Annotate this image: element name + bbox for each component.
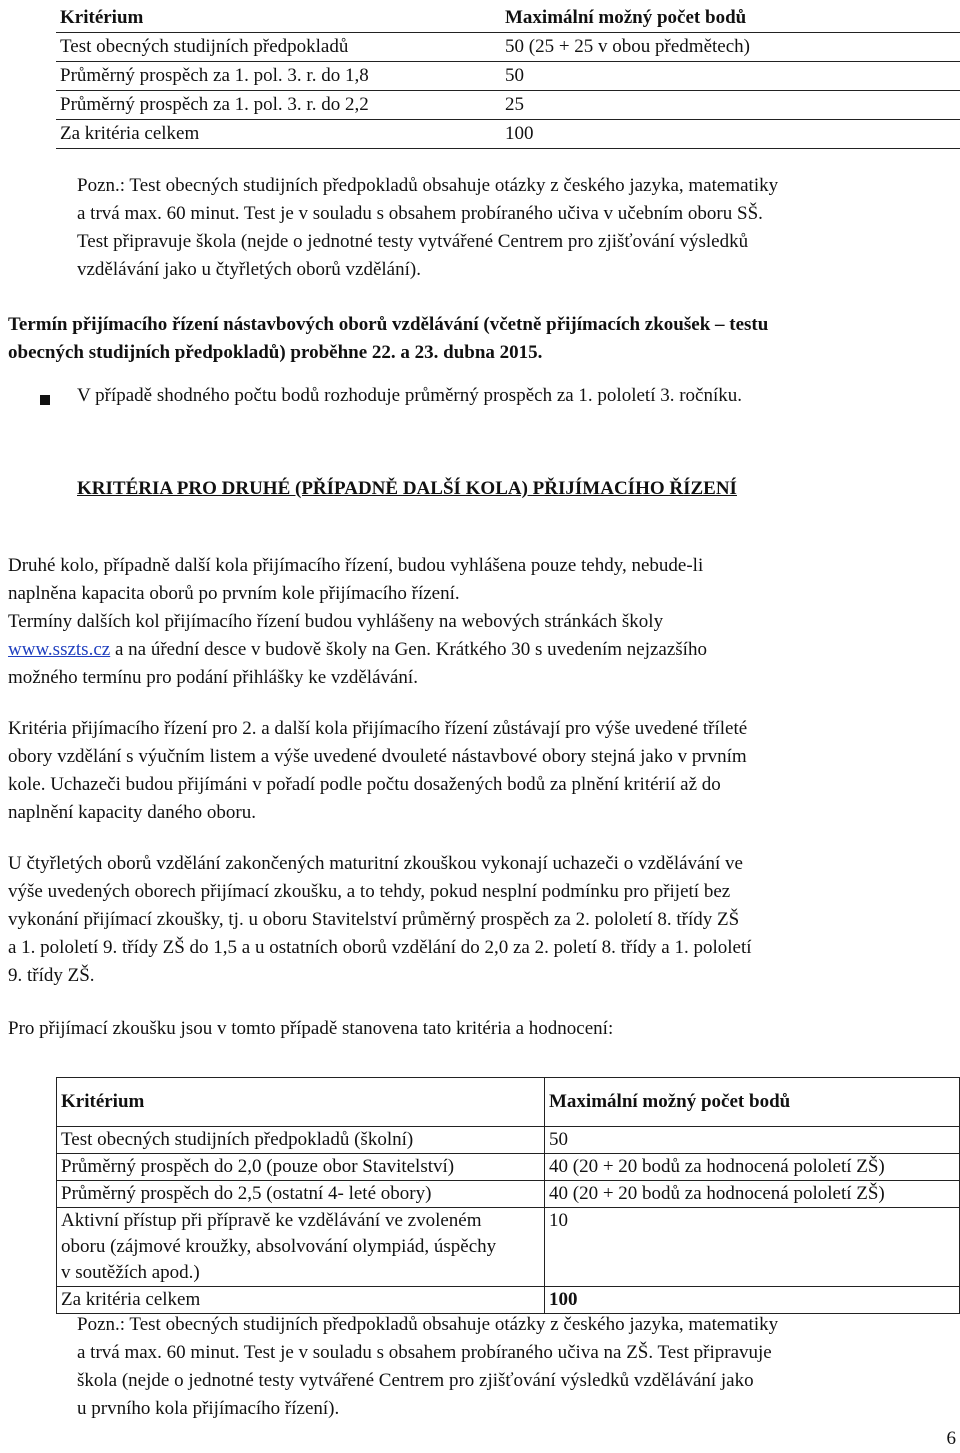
table-cell: 50 (25 + 25 v obou předmětech) [501, 33, 960, 62]
admission-date-paragraph [8, 311, 958, 367]
text-line: 9. třídy ZŠ. [8, 965, 95, 986]
table-row [57, 1181, 960, 1208]
paragraph-second-round [8, 552, 958, 692]
text-line: Kritéria přijímacího řízení pro 2. a další kola přijímacího řízení zůstávají pro výše uvedené tříleté [8, 718, 748, 739]
table-cell: 25 [501, 91, 960, 120]
page-number: 6 [946, 1428, 956, 1449]
table-cell: 50 [501, 62, 960, 91]
table-header-row [56, 4, 960, 33]
paragraph-exam-criteria-intro: Pro přijímací zkoušku jsou v tomto případě stanovena tato kritéria a hodnocení: [8, 1018, 614, 1039]
table-header-cell: Kritérium [56, 4, 501, 33]
text-line: a trvá max. 60 minut. Test je v souladu s obsahem probíraného učiva v učebním oboru SŠ. [77, 203, 763, 224]
text-line: Druhé kolo, případně další kola přijímacího řízení, budou vyhlášena pouze tehdy, nebude-li [8, 555, 704, 576]
text-line: Termín přijímacího řízení nástavbových oborů vzdělávání (včetně přijímacích zkoušek – testu [8, 314, 769, 335]
text-line: U čtyřletých oborů vzdělání zakončených maturitní zkouškou vykonají uchazeči o vzdělávání ve [8, 853, 743, 874]
text-line: naplnění kapacity daného oboru. [8, 802, 256, 823]
section-heading: KRITÉRIA PRO DRUHÉ (PŘÍPADNĚ DALŠÍ KOLA) PŘIJÍMACÍHO ŘÍZENÍ [77, 478, 737, 499]
table-cell: Za kritéria celkem [56, 120, 501, 149]
table-cell: 100 [501, 120, 960, 149]
text-line [8, 636, 958, 664]
text-line: vykonání přijímací zkoušky, tj. u oboru Stavitelství průměrný prospěch za 2. pololetí 8. třídy ZŠ [8, 909, 740, 930]
text-line: Pozn.: Test obecných studijních předpokladů obsahuje otázky z českého jazyka, matematiky [77, 175, 779, 196]
table-header-cell: Kritérium [57, 1078, 545, 1127]
text-line: Pozn.: Test obecných studijních předpokladů obsahuje otázky z českého jazyka, matematiky [77, 1314, 779, 1335]
table-row [57, 1208, 960, 1287]
table-row [57, 1154, 960, 1181]
criteria-table-2 [56, 1077, 960, 1314]
table-row [56, 120, 960, 149]
table-row [56, 91, 960, 120]
table-total-row [57, 1287, 960, 1314]
table-row [57, 1127, 960, 1154]
table-header-cell: Maximální možný počet bodů [501, 4, 960, 33]
bullet-square-icon [40, 389, 50, 411]
paragraph-criteria-further-rounds [8, 715, 958, 827]
table-cell: 100 [545, 1287, 960, 1314]
table-header-cell: Maximální možný počet bodů [545, 1078, 960, 1127]
text-span: a na úřední desce v budově školy na Gen. Krátkého 30 s uvedením nejzazšího [110, 639, 707, 660]
text-line: naplněna kapacita oborů po prvním kole přijímacího řízení. [8, 583, 460, 604]
table-cell: Průměrný prospěch za 1. pol. 3. r. do 2,2 [56, 91, 501, 120]
table-cell: Test obecných studijních předpokladů [56, 33, 501, 62]
bullet-text: V případě shodného počtu bodů rozhoduje průměrný prospěch za 1. pololetí 3. ročníku. [77, 385, 743, 406]
table-row [56, 62, 960, 91]
text-line: vzdělávání jako u čtyřletých oborů vzdělání). [77, 259, 421, 280]
text-line: možného termínu pro podání přihlášky ke vzdělávání. [8, 667, 418, 688]
table-cell: 40 (20 + 20 bodů za hodnocená pololetí ZŠ) [545, 1154, 960, 1181]
text-line: obory vzdělání s výučním listem a výše uvedené dvouleté nástavbové obory stejná jako v prvním [8, 746, 747, 767]
text-line: škola (nejde o jednotné testy vytvářené Centrem pro zjišťování výsledků vzdělávání jako [77, 1370, 754, 1391]
table-cell: Za kritéria celkem [57, 1287, 545, 1314]
paragraph-four-year-programs [8, 850, 958, 990]
table-cell: Test obecných studijních předpokladů (školní) [57, 1127, 545, 1154]
note-1 [77, 172, 957, 284]
table-cell: Průměrný prospěch do 2,5 (ostatní 4- leté obory) [57, 1181, 545, 1208]
text-line: u prvního kola přijímacího řízení). [77, 1398, 340, 1419]
table-cell: 10 [545, 1208, 960, 1287]
text-line: kole. Uchazeči budou přijímáni v pořadí podle počtu dosažených bodů za plnění kritérií až do [8, 774, 721, 795]
note-2 [77, 1311, 957, 1423]
text-line: Test připravuje škola (nejde o jednotné testy vytvářené Centrem pro zjišťování výsledků [77, 231, 749, 252]
text-line: obecných studijních předpokladů) proběhne 22. a 23. dubna 2015. [8, 342, 543, 363]
text-line: a trvá max. 60 minut. Test je v souladu s obsahem probíraného učiva na ZŠ. Test připravuje [77, 1342, 772, 1363]
text-line: Termíny dalších kol přijímacího řízení budou vyhlášeny na webových stránkách školy [8, 611, 664, 632]
table-cell: 40 (20 + 20 bodů za hodnocená pololetí ZŠ) [545, 1181, 960, 1208]
table-cell: Průměrný prospěch za 1. pol. 3. r. do 1,8 [56, 62, 501, 91]
table-cell: Aktivní přístup při přípravě ke vzdělávání ve zvoleném oboru (zájmové kroužky, absolvování olympiád, úspěchy v soutěžích apod.) [57, 1208, 545, 1287]
school-website-link[interactable]: www.sszts.cz [8, 639, 111, 660]
table-cell: 50 [545, 1127, 960, 1154]
criteria-table-1 [56, 4, 960, 149]
table-cell: Průměrný prospěch do 2,0 (pouze obor Stavitelství) [57, 1154, 545, 1181]
table-row [56, 33, 960, 62]
text-line: výše uvedených oborech přijímací zkoušku, a to tehdy, pokud nesplní podmínku pro přijetí bez [8, 881, 731, 902]
text-line: a 1. pololetí 9. třídy ZŠ do 1,5 a u ostatních oborů vzdělání do 2,0 za 2. poletí 8. třídy a 1. pololetí [8, 937, 752, 958]
table-header-row [57, 1078, 960, 1127]
